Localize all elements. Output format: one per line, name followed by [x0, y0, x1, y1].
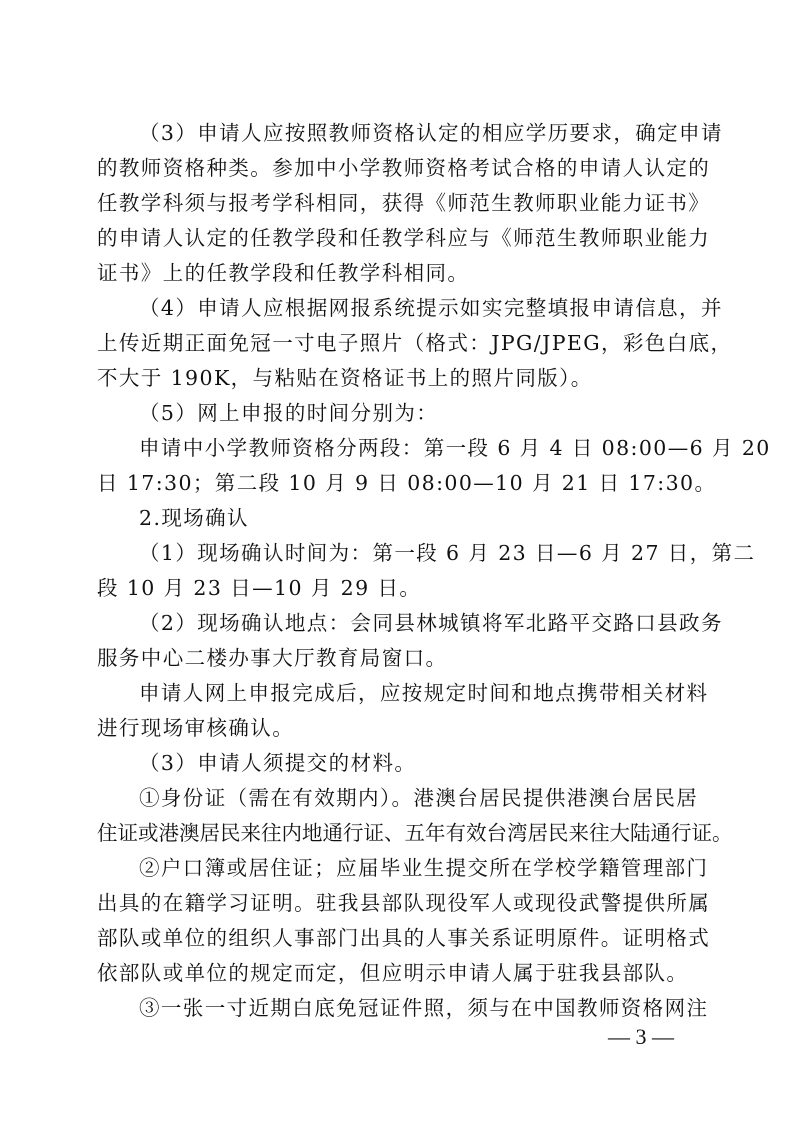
text-line: 依部队或单位的规定而定，但应明示申请人属于驻我县部队。: [97, 961, 689, 985]
text-line: 段 10 月 23 日—10 月 29 日。: [97, 576, 422, 600]
text-line: ②户口簿或居住证；应届毕业生提交所在学校学籍管理部门: [139, 856, 709, 880]
text-line: ③一张一寸近期白底免冠证件照，须与在中国教师资格网注: [139, 996, 709, 1020]
text-line: 的教师资格种类。参加中小学教师资格考试合格的申请人认定的: [97, 156, 711, 180]
text-line: （5）网上申报的时间分别为：: [139, 401, 439, 425]
text-line: （3）申请人应按照教师资格认定的相应学历要求，确定申请: [139, 121, 723, 145]
text-line: 部队或单位的组织人事部门出具的人事关系证明原件。证明格式: [97, 926, 711, 950]
page-number: — 3 —: [608, 1024, 674, 1049]
text-line: 日 17:30；第二段 10 月 9 日 08:00—10 月 21 日 17:30。: [97, 471, 717, 495]
text-line: 出具的在籍学习证明。驻我县部队现役军人或现役武警提供所属: [97, 891, 711, 915]
text-line: 进行现场审核确认。: [97, 716, 295, 740]
text-line: 不大于 190K，与粘贴在资格证书上的照片同版）。: [97, 366, 593, 390]
text-line: （3）申请人须提交的材料。: [139, 751, 417, 775]
text-line: 住证或港澳居民来往内地通行证、五年有效台湾居民来往大陆通行证。: [97, 821, 733, 845]
text-line: （2）现场确认地点：会同县林城镇将军北路平交路口县政务: [139, 611, 723, 635]
text-line: 任教学科须与报考学科相同，获得《师范生教师职业能力证书》: [97, 191, 711, 215]
text-line: 服务中心二楼办事大厅教育局窗口。: [97, 646, 448, 670]
text-line: 申请人网上申报完成后，应按规定时间和地点携带相关材料: [139, 681, 709, 705]
text-line: 上传近期正面免冠一寸电子照片（格式：JPG/JPEG，彩色白底，: [97, 331, 733, 355]
section-heading: 2.现场确认: [139, 506, 249, 530]
text-line: （1）现场确认时间为：第一段 6 月 23 日—6 月 27 日，第二: [139, 541, 756, 565]
text-line: ①身份证（需在有效期内）。港澳台居民提供港澳台居民居: [139, 786, 699, 810]
text-line: 申请中小学教师资格分两段：第一段 6 月 4 日 08:00—6 月 20: [139, 436, 771, 460]
text-line: 证书》上的任教学段和任教学科相同。: [97, 261, 470, 285]
text-line: 的申请人认定的任教学段和任教学科应与《师范生教师职业能力: [97, 226, 711, 250]
text-line: （4）申请人应根据网报系统提示如实完整填报申请信息，并: [139, 296, 723, 320]
